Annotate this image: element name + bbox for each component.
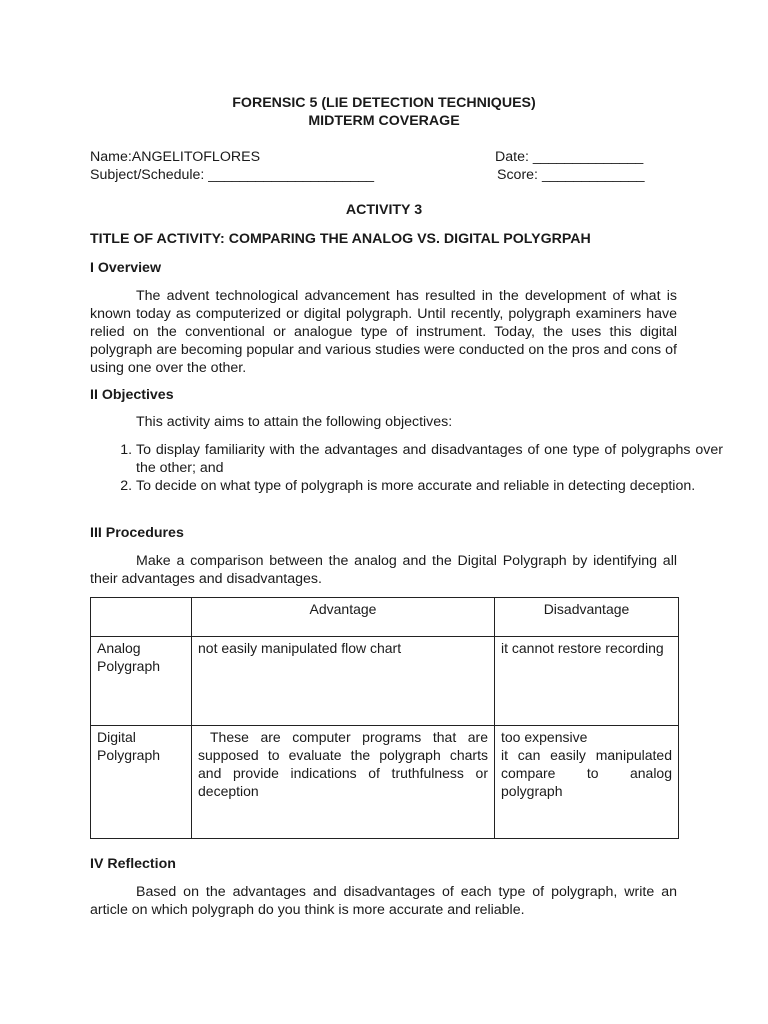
activity-number: ACTIVITY 3 xyxy=(345,202,423,218)
table-header-row xyxy=(91,598,679,637)
row-label: Digital Polygraph xyxy=(91,726,192,839)
procedures-heading: III Procedures xyxy=(90,525,184,541)
date-field: Date: ______________ xyxy=(495,149,644,165)
comparison-table xyxy=(90,597,679,839)
overview-text: The advent technological advancement has resulted in the development of what is known today as computerized or digital polygraph. Until recently, polygraph examiners have relied on the conventional or analogue type of instrument. Today, the uses this digital polygraph are becoming popular and various studies were conducted on the pros and cons of using one over the other. xyxy=(90,288,677,376)
score-field: Score: _____________ xyxy=(497,167,645,183)
table-row xyxy=(91,637,679,726)
course-title: FORENSIC 5 (LIE DETECTION TECHNIQUES) xyxy=(232,95,536,111)
advantage-text: These are computer programs that are supposed to evaluate the polygraph charts and provide indications of truthfulness or deception xyxy=(198,729,488,799)
activity-title: TITLE OF ACTIVITY: COMPARING THE ANALOG VS. DIGITAL POLYGRPAH xyxy=(90,231,591,247)
disadvantage-cell xyxy=(495,726,679,839)
subject-schedule-field: Subject/Schedule: _____________________ xyxy=(90,167,375,183)
objectives-intro: This activity aims to attain the following objectives: xyxy=(136,414,453,430)
disadvantage-line: it can easily manipulated compare to analog polygraph xyxy=(501,747,672,799)
table-corner-cell xyxy=(91,598,192,637)
reflection-text: Based on the advantages and disadvantages of each type of polygraph, write an article on which polygraph do you think is more accurate and reliable. xyxy=(90,884,677,918)
row-label: Analog Polygraph xyxy=(91,637,192,726)
advantage-cell xyxy=(192,726,495,839)
objectives-list xyxy=(90,441,723,495)
reflection-heading: IV Reflection xyxy=(90,856,176,872)
disadvantage-line: too expensive xyxy=(501,729,588,745)
objectives-heading: II Objectives xyxy=(90,387,174,403)
name-field: Name:ANGELITOFLORES xyxy=(90,149,261,165)
disadvantage-cell: it cannot restore recording xyxy=(495,637,679,726)
objective-item: 1. To display familiarity with the advantages and disadvantages of one type of polygraphs over the other; and xyxy=(136,441,723,477)
advantage-cell: not easily manipulated flow chart xyxy=(192,637,495,726)
procedures-text: Make a comparison between the analog and the Digital Polygraph by identifying all their advantages and disadvantages. xyxy=(90,553,677,587)
advantage-column-header: Advantage xyxy=(192,598,495,637)
overview-heading: I Overview xyxy=(90,260,161,276)
objective-item: 2. To decide on what type of polygraph is more accurate and reliable in detecting deception. xyxy=(136,477,723,495)
table-row xyxy=(91,726,679,839)
disadvantage-column-header: Disadvantage xyxy=(495,598,679,637)
coverage-title: MIDTERM COVERAGE xyxy=(308,113,460,129)
